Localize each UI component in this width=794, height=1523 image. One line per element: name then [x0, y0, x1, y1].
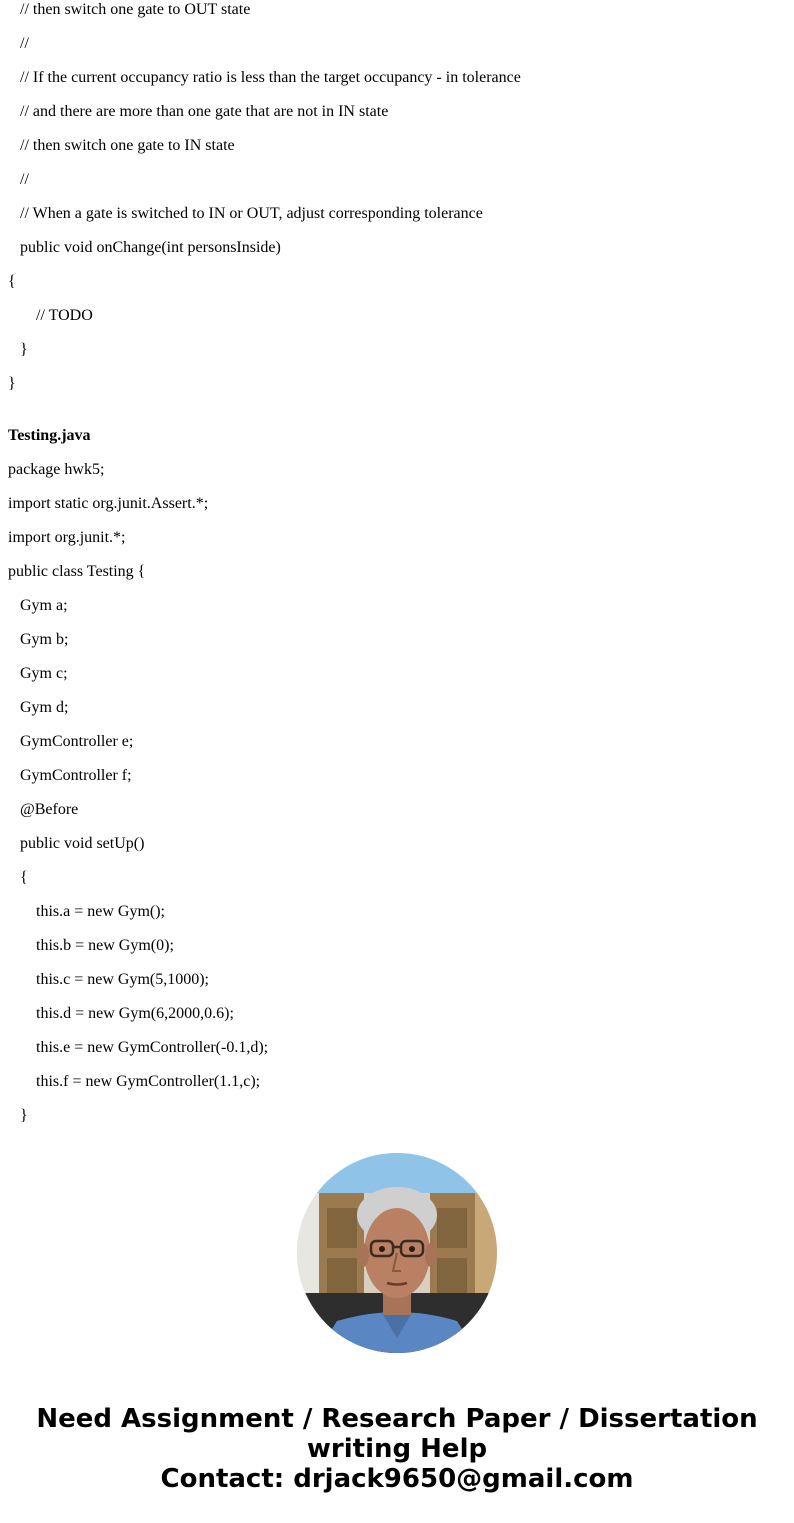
code-line: Gym d; [8, 699, 69, 716]
code-line: // then switch one gate to OUT state [8, 1, 251, 18]
code-line: this.a = new Gym(); [8, 903, 165, 920]
code-line: // When a gate is switched to IN or OUT, adjust corresponding tolerance [8, 205, 483, 222]
code-line: // [8, 171, 29, 188]
file-title: Testing.java [8, 427, 91, 444]
code-line: { [8, 273, 16, 290]
code-line: import org.junit.*; [8, 529, 126, 546]
code-line: this.b = new Gym(0); [8, 937, 174, 954]
avatar [297, 1153, 497, 1353]
code-line: // then switch one gate to IN state [8, 137, 235, 154]
code-line: public void setUp() [8, 835, 145, 852]
code-line: } [8, 375, 16, 392]
code-line: GymController e; [8, 733, 134, 750]
code-line: } [8, 341, 28, 358]
promo-line-2: writing Help [306, 1434, 488, 1464]
code-line: this.f = new GymController(1.1,c); [8, 1073, 261, 1090]
code-line: package hwk5; [8, 461, 105, 478]
code-line: Gym c; [8, 665, 68, 682]
code-line: GymController f; [8, 767, 132, 784]
code-line: public class Testing { [8, 563, 146, 580]
code-line: this.c = new Gym(5,1000); [8, 971, 209, 988]
code-line: @Before [8, 801, 79, 818]
code-line: { [8, 869, 28, 886]
code-line: this.d = new Gym(6,2000,0.6); [8, 1005, 234, 1022]
code-line: // TODO [8, 307, 93, 324]
code-line: // and there are more than one gate that are not in IN state [8, 103, 389, 120]
promo-line-1: Need Assignment / Research Paper / Dissertation [36, 1404, 758, 1434]
code-line: import static org.junit.Assert.*; [8, 495, 209, 512]
code-line: this.e = new GymController(-0.1,d); [8, 1039, 269, 1056]
code-line: public void onChange(int personsInside) [8, 239, 281, 256]
code-line: // [8, 35, 29, 52]
code-line: // If the current occupancy ratio is less than the target occupancy - in tolerance [8, 69, 521, 86]
code-line: Gym a; [8, 597, 68, 614]
code-line: Gym b; [8, 631, 69, 648]
code-line: } [8, 1107, 28, 1124]
promo-contact: Contact: drjack9650@gmail.com [160, 1464, 634, 1494]
